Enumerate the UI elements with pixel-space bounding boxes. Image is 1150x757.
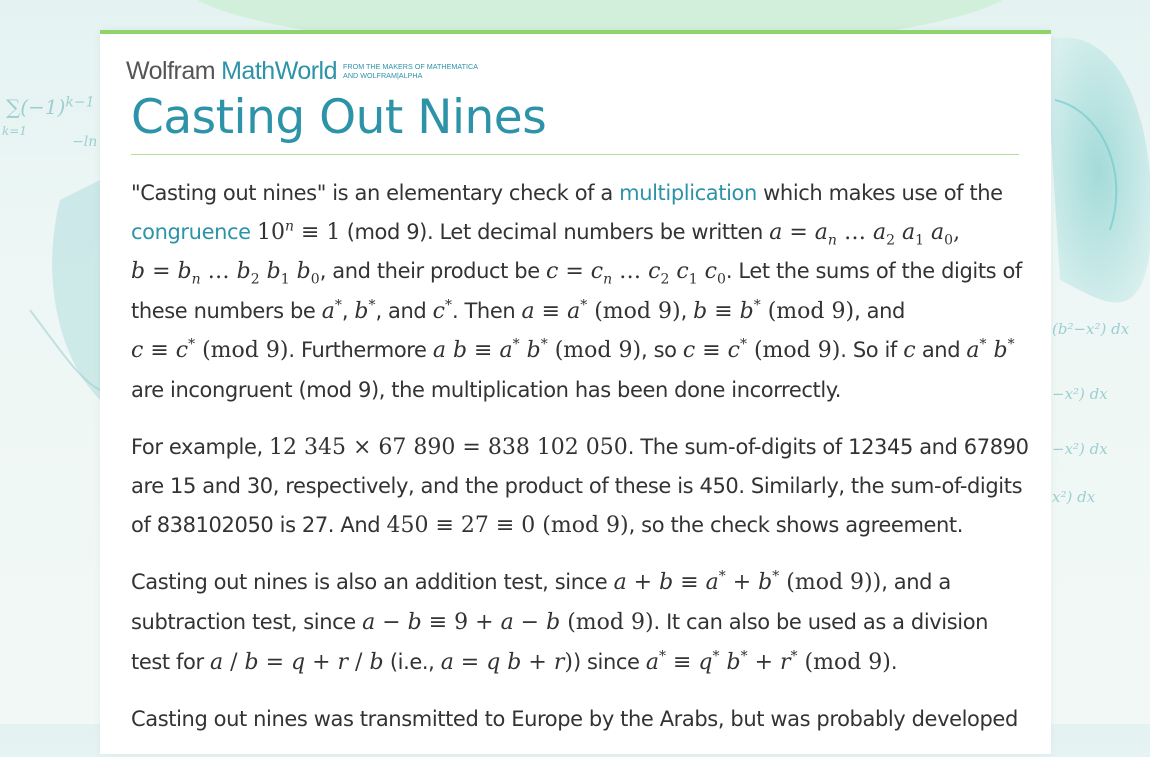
p3-text-3: . It can also be used as a division test for: [131, 609, 989, 674]
logo-tagline: [343, 63, 478, 80]
p1-text-12: . So if: [840, 338, 904, 363]
p3-text-4: (i.e.,: [383, 649, 441, 674]
p1-text-2: which makes use of the: [756, 181, 1003, 205]
p4-text-1: Casting out nines was transmitted to Europe by the Arabs, but was probably developed: [131, 707, 1018, 732]
paragraph-1: "Casting out nines" is an elementary check of a multiplication which makes use of the congruence $10^n \equiv 1$ (mod 9). Let decimal numbers be written $a = a_n$ … $a_2$ $a_1$ $a_0$, $b = b_n$ … $b_2$ $b_1$ $b_0$, and their product be $c = c_n$ … $c_2$ $c_1$ $c_0$. Let the sums of the digits of these numbers be a*, b*, and c*. Then a ≡ a* (mod 9), b ≡ b* (mod 9), and c ≡ c* (mod 9). Furthermore a b ≡ a* b* (mod 9), so c ≡ c* (mod 9). So if c and a* b* are incongruent (mod 9), the multiplication has been done incorrectly.: [131, 181, 1022, 402]
p1-text-6: , and: [375, 298, 433, 323]
site-logo[interactable]: [126, 56, 478, 86]
paragraph-3: [131, 563, 1031, 682]
math-congruence: $10^n \equiv 1$: [256, 218, 341, 245]
p1-text-9: , and: [854, 298, 905, 323]
math-subtraction-test: a − b ≡ 9 + a − b (mod 9): [362, 609, 654, 635]
p3-text-5: ) since: [572, 649, 646, 674]
p1-text-3: (mod 9). Let decimal numbers be written: [340, 219, 770, 244]
math-a-star: a*: [321, 297, 342, 324]
math-example-congruence: 450 ≡ 27 ≡ 0 (mod 9): [386, 512, 629, 538]
p2-text-2: . The sum-of-digits of 12345 and 67890 are 15 and 30, respectively, and the product of these is 450. Similarly, the sum-of-digits of 838102050 is 27. And: [131, 434, 1029, 537]
paragraph-2: [131, 428, 1031, 546]
background-formula-dx3: −x²) dx: [1052, 440, 1108, 458]
math-c-star: c*: [432, 297, 452, 324]
p1-text-5: . Let the sums of the digits of these numbers be: [131, 259, 1022, 323]
logo-mathworld-text: MathWorld: [221, 57, 338, 85]
link-multiplication[interactable]: multiplication: [619, 181, 757, 205]
math-example-product: 12 345 × 67 890 = 838 102 050: [269, 434, 628, 460]
p3-text-1: Casting out nines is also an addition test, since: [131, 570, 614, 595]
math-c-congruent-2: c ≡ c* (mod 9): [682, 337, 841, 364]
p2-text-1: For example,: [131, 434, 270, 459]
math-division: a / b = q + r / b: [209, 649, 384, 675]
p3-text-6: .: [890, 649, 898, 674]
background-formula-index: k=1: [2, 124, 27, 138]
p1-text-1: "Casting out nines" is an elementary check of a: [131, 181, 620, 205]
link-congruence[interactable]: congruence: [131, 219, 251, 244]
logo-tagline-line2: AND WOLFRAM|ALPHA: [343, 70, 423, 80]
math-c: c: [903, 338, 916, 364]
background-formula-dx4: x²) dx: [1052, 488, 1096, 506]
math-b-congruent: b ≡ b* (mod 9): [693, 297, 855, 324]
math-division-test: a* ≡ q* b* + r* (mod 9): [645, 648, 891, 675]
math-c-digits: $c = c_n$ … $c_2$ $c_1$ $c_0$: [546, 259, 726, 288]
math-ab-congruent: a b ≡ a* b* (mod 9): [432, 337, 642, 364]
page-title: Casting Out Nines: [131, 90, 547, 145]
math-addition-test: a + b ≡ a* + b* (mod 9)): [613, 569, 882, 596]
p1-text-8: ,: [680, 298, 694, 323]
math-c-congruent: c ≡ c* (mod 9): [131, 337, 289, 364]
p3-text-2: , and a subtraction test, since: [131, 570, 951, 634]
article-card: [100, 30, 1051, 754]
math-b-star: b*: [354, 297, 376, 324]
math-a-digits: $a = a_n$ … $a_2$ $a_1$ $a_0$,: [769, 219, 961, 248]
p1-text-11: , so: [641, 338, 683, 363]
math-a-congruent: a ≡ a* (mod 9): [521, 297, 681, 324]
p1-text-13: and: [915, 338, 967, 363]
title-divider: [131, 154, 1019, 155]
logo-tagline-line1: FROM THE MAKERS OF MATHEMATICA: [343, 62, 478, 71]
article-body: [131, 174, 1031, 757]
p1-text-14: are incongruent (mod 9), the multiplication has been done incorrectly.: [131, 377, 842, 402]
paragraph-4: [131, 700, 1031, 739]
math-division-expanded: a = q b + r): [440, 649, 573, 675]
background-formula-dx1: (b²−x²) dx: [1052, 320, 1130, 338]
math-b-digits: $b = b_n$ … $b_2$ $b_1$ $b_0$: [131, 259, 320, 288]
math-a-star-b-star: a* b*: [966, 337, 1015, 364]
p1-text-7: . Then: [451, 298, 522, 323]
p2-text-3: , so the check shows agreement.: [628, 512, 964, 537]
background-formula-ln: −ln: [72, 134, 98, 150]
p1-text-4: , and their product be: [319, 259, 546, 284]
background-formula-dx2: −x²) dx: [1052, 385, 1108, 403]
logo-wolfram-text: Wolfram: [126, 57, 216, 85]
p1-text-10: . Furthermore: [288, 338, 433, 363]
background-formula-sum: $\sum(-1)^{k-1}$: [6, 94, 95, 119]
